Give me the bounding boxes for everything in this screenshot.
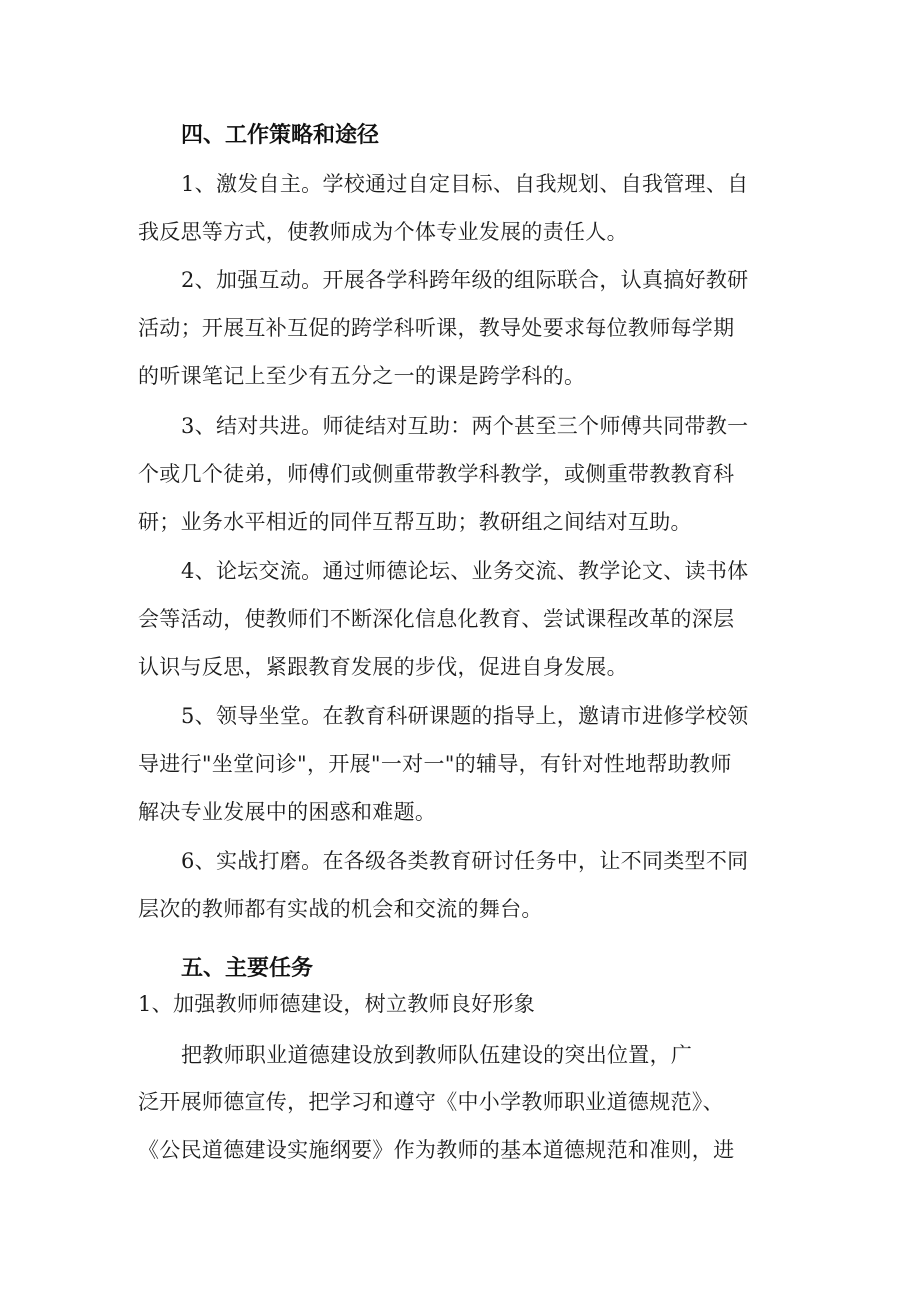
paragraph-line: 4、论坛交流。通过师德论坛、业务交流、教学论文、读书体 [181, 559, 749, 583]
paragraph-line: 《公民道德建设实施纲要》作为教师的基本道德规范和准则，进 [138, 1138, 735, 1162]
paragraph-line: 我反思等方式，使教师成为个体专业发展的责任人。 [138, 220, 628, 244]
paragraph-line: 的听课笔记上至少有五分之一的课是跨学科的。 [138, 364, 586, 388]
paragraph-line: 1、激发自主。学校通过自定目标、自我规划、自我管理、自 [181, 172, 749, 196]
paragraph-line: 研；业务水平相近的同伴互帮互助；教研组之间结对互助。 [138, 510, 692, 534]
paragraph-line: 6、实战打磨。在各级各类教育研讨任务中，让不同类型不同 [181, 849, 749, 873]
paragraph-line: 导进行"坐堂问诊"，开展"一对一"的辅导，有针对性地帮助教师 [138, 752, 732, 776]
section-heading-main-tasks: 五、主要任务 [181, 956, 314, 981]
paragraph-line: 把教师职业道德建设放到教师队伍建设的突出位置，广 [181, 1043, 693, 1067]
paragraph-line: 认识与反思，紧跟教育发展的步伐，促进自身发展。 [138, 655, 628, 679]
paragraph-line: 5、领导坐堂。在教育科研课题的指导上，邀请市进修学校领 [181, 704, 749, 728]
paragraph-line: 层次的教师都有实战的机会和交流的舞台。 [138, 897, 543, 921]
paragraph-line: 泛开展师德宣传，把学习和遵守《中小学教师职业道德规范》、 [138, 1090, 724, 1114]
section-heading-strategies: 四、工作策略和途径 [181, 123, 380, 148]
paragraph-line: 解决专业发展中的困惑和难题。 [138, 800, 437, 824]
paragraph-line: 个或几个徒弟，师傅们或侧重带教学科教学，或侧重带教教育科 [138, 462, 735, 486]
paragraph-line: 2、加强互动。开展各学科跨年级的组际联合，认真搞好教研 [181, 268, 749, 292]
paragraph-line: 3、结对共进。师徒结对互助：两个甚至三个师傅共同带教一 [181, 414, 749, 438]
paragraph-line: 活动；开展互补互促的跨学科听课，教导处要求每位教师每学期 [138, 316, 735, 340]
subheading: 1、加强教师师德建设，树立教师良好形象 [138, 992, 536, 1016]
paragraph-line: 会等活动，使教师们不断深化信息化教育、尝试课程改革的深层 [138, 607, 735, 631]
